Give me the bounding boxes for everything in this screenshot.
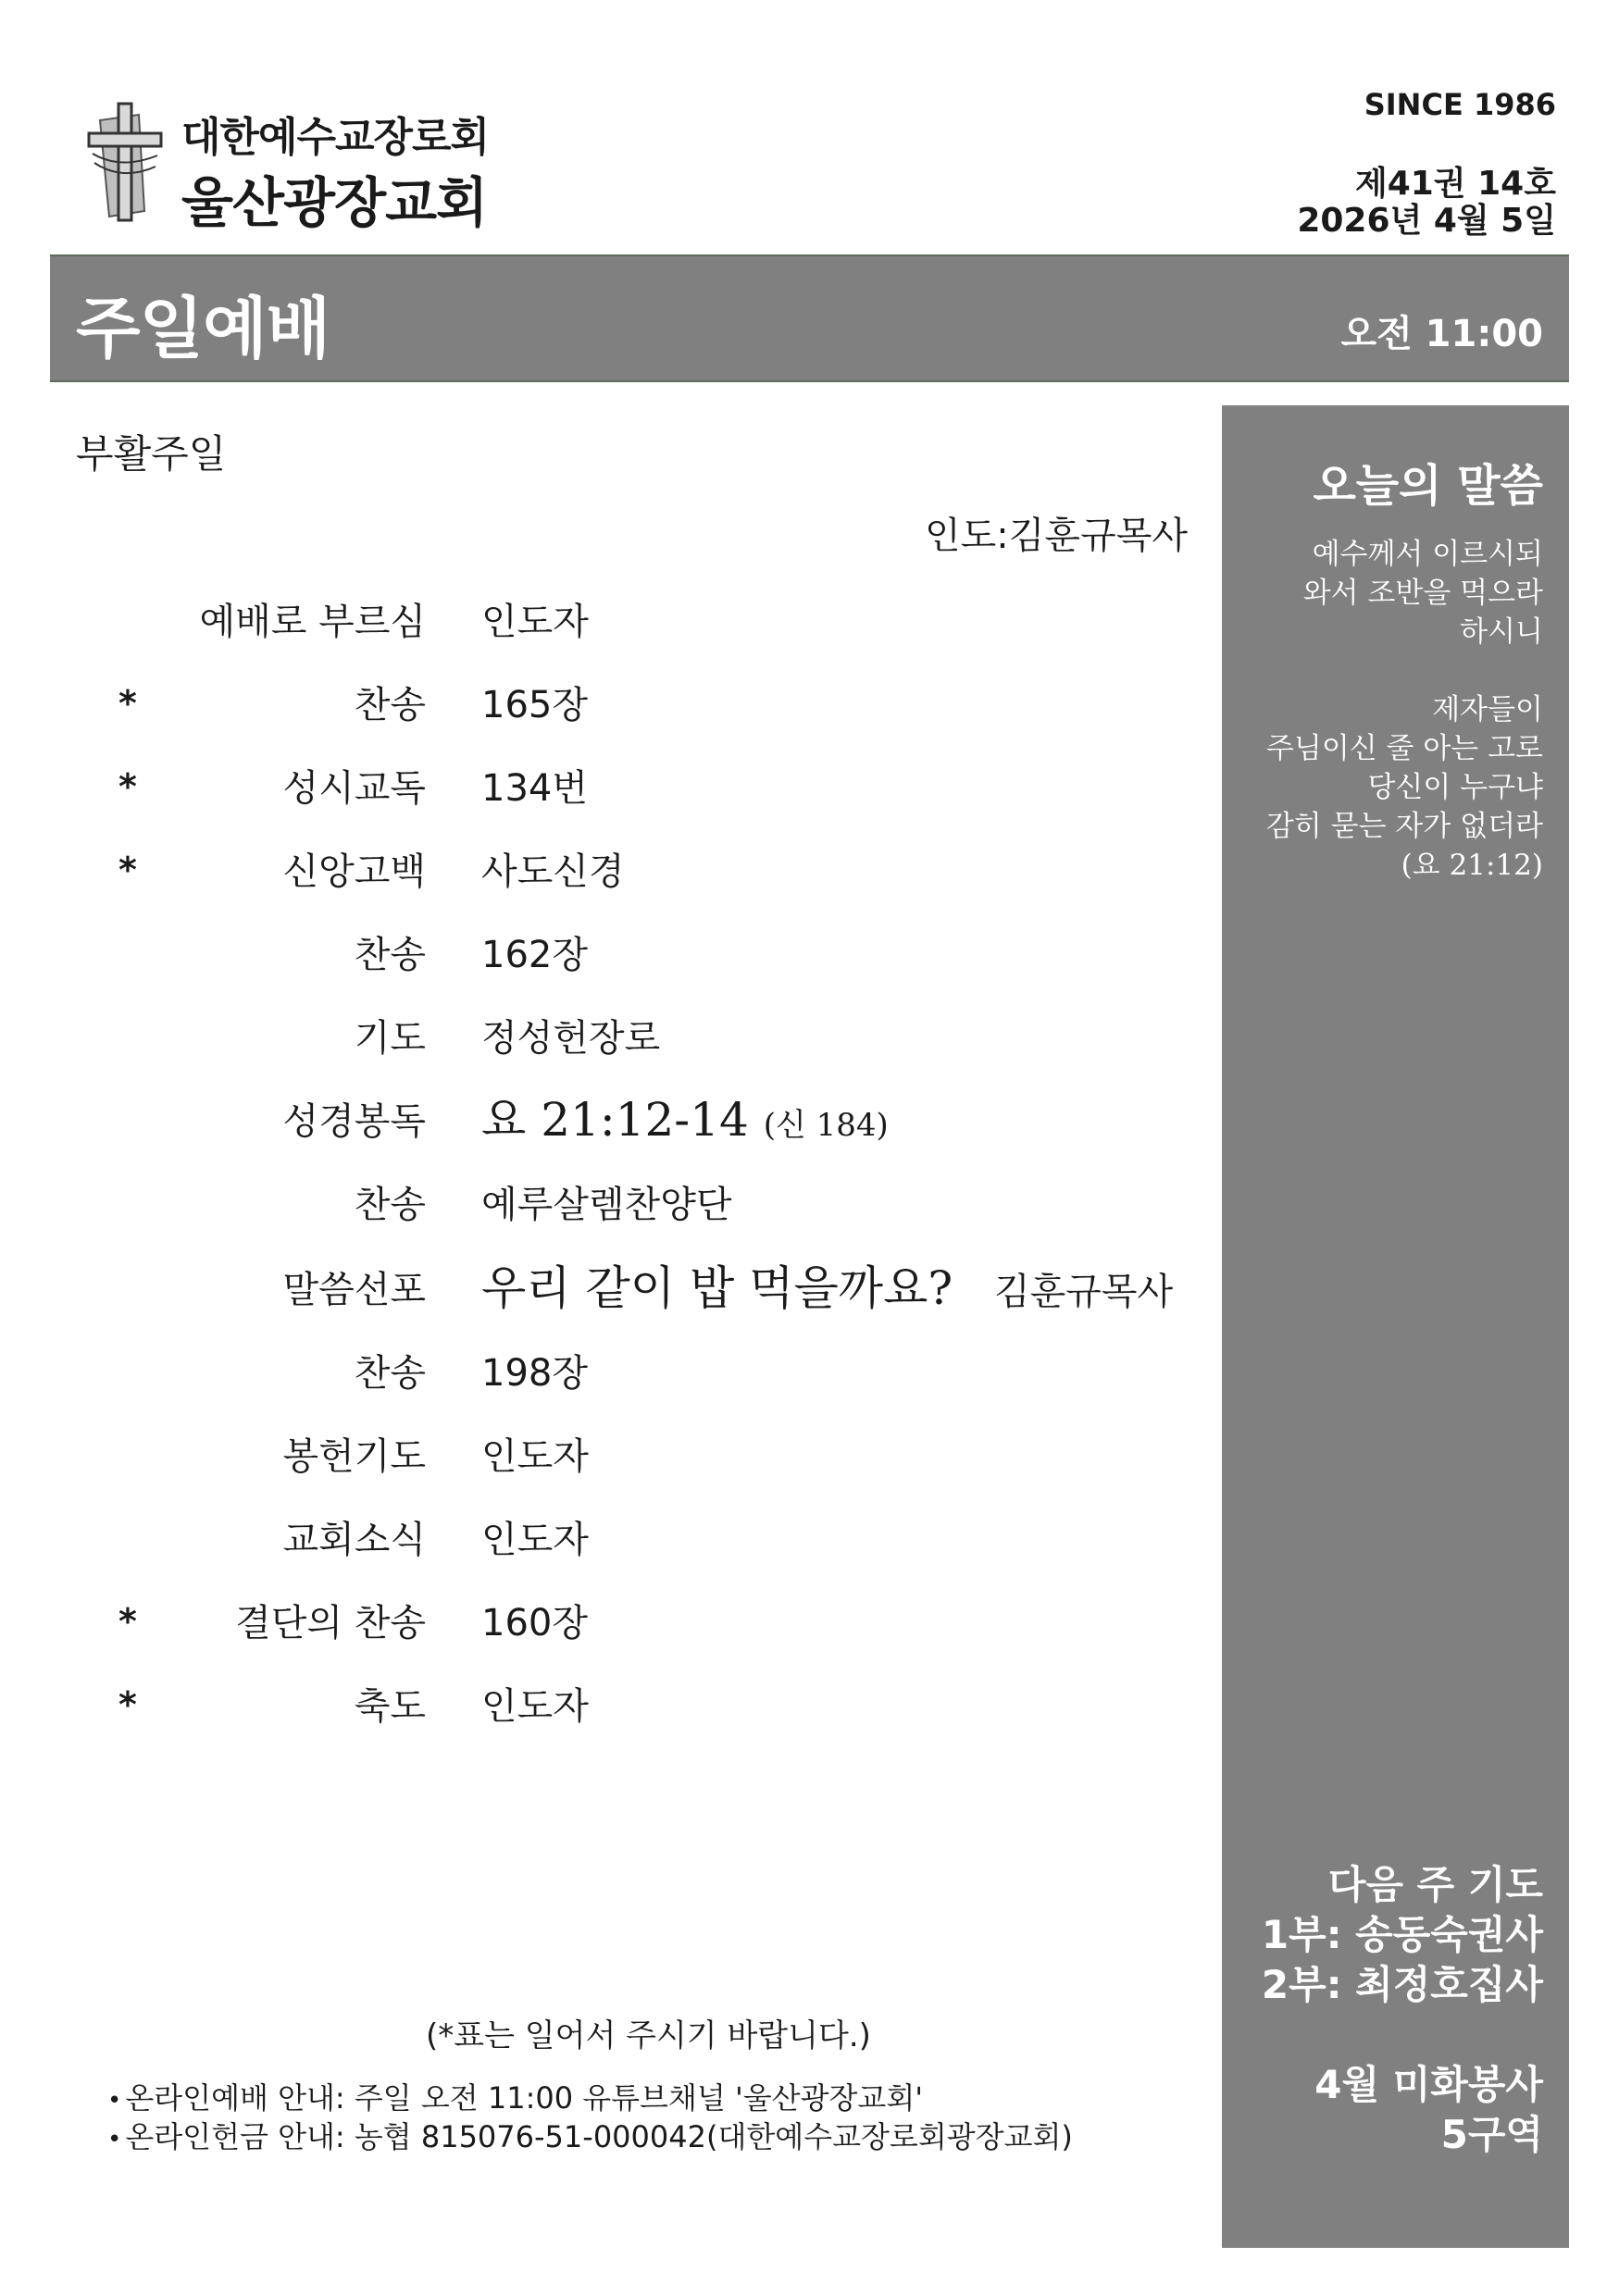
online-worship-text: 온라인예배 안내: 주일 오전 11:00 유튜브채널 '울산광장교회' — [125, 2080, 924, 2116]
since-label: SINCE 1986 — [1364, 87, 1556, 122]
order-item-label: 찬송 — [354, 934, 426, 976]
order-row — [0, 842, 1203, 898]
online-offering-notice: • 온라인헌금 안내: 농협 815076-51-000042(대한예수교장로회광장교회) — [107, 2119, 1073, 2154]
service-time: 오전 11:00 — [1340, 313, 1543, 355]
sermon-title: 우리 같이 밥 먹을까요? — [481, 1261, 953, 1315]
verse-reference: (요 21:12) — [1401, 849, 1543, 882]
order-item-label: 신앙고백 — [282, 850, 426, 893]
order-item-detail: 사도신경 — [481, 850, 625, 893]
worship-leader: 인도:김훈규목사 — [925, 515, 1188, 557]
issue-date: 2026년 4월 5일 — [1297, 202, 1556, 240]
next-week-prayer — [1262, 1860, 1543, 2010]
order-row — [0, 1260, 1203, 1316]
order-item-detail: 198장 — [481, 1352, 588, 1395]
order-item-label: 찬송 — [354, 684, 426, 726]
denomination-name: 대한예수교장로회 — [181, 114, 490, 161]
preacher-name: 김훈규목사 — [994, 1271, 1174, 1313]
order-item-label: 봉헌기도 — [282, 1435, 426, 1478]
order-row — [0, 1427, 1203, 1483]
standing-mark: * — [118, 683, 137, 724]
flower-service-title: 4월 미화봉사 — [1314, 2062, 1543, 2107]
next-prayer-second: 2부: 최정호집사 — [1261, 1962, 1543, 2007]
todays-word-title: 오늘의 말씀 — [1313, 460, 1543, 512]
order-item-detail: 162장 — [481, 934, 588, 976]
verse-line: 주님이신 줄 아는 고로 — [1265, 732, 1543, 765]
verse-line — [1210, 652, 1543, 690]
occasion-title: 부활주일 — [76, 431, 227, 477]
scripture-passage: 요 21:12-14 — [481, 1093, 749, 1147]
standing-mark: * — [118, 1601, 137, 1642]
order-row — [0, 676, 1203, 731]
online-worship-notice: • 온라인예배 안내: 주일 오전 11:00 유튜브채널 '울산광장교회' — [107, 2080, 924, 2116]
scripture-reference — [481, 1083, 889, 1149]
standing-mark: * — [118, 766, 137, 807]
verse-line: 감히 묻는 자가 없더라 — [1265, 810, 1543, 843]
order-row — [0, 592, 1203, 648]
order-item-detail: 인도자 — [481, 1685, 589, 1728]
order-item-label: 교회소식 — [282, 1519, 426, 1561]
order-item-label: 축도 — [354, 1685, 426, 1728]
verse-line: 당신이 누구냐 — [1367, 771, 1543, 804]
order-row — [0, 925, 1203, 981]
flower-service-group: 5구역 — [1440, 2112, 1543, 2157]
order-row — [0, 1677, 1203, 1732]
standing-mark: * — [118, 850, 137, 890]
order-row — [0, 759, 1203, 814]
verse-line: 와서 조반을 먹으라 — [1302, 577, 1543, 610]
order-row — [0, 1175, 1203, 1231]
order-item-detail: 예루살렘찬양단 — [481, 1184, 732, 1226]
order-row — [0, 1594, 1203, 1649]
service-title-bar — [50, 254, 1569, 382]
next-prayer-title: 다음 주 기도 — [1327, 1862, 1543, 1907]
order-item-label: 말씀선포 — [282, 1269, 426, 1311]
order-item-detail: 160장 — [481, 1602, 588, 1644]
order-item-label: 찬송 — [354, 1352, 426, 1395]
scripture-page: (신 184) — [763, 1107, 889, 1144]
order-item-detail: 인도자 — [481, 1519, 589, 1561]
order-item-detail: 165장 — [481, 684, 588, 726]
cross-logo-icon — [83, 102, 167, 222]
order-item-label: 기도 — [354, 1017, 426, 1060]
order-row — [0, 1344, 1203, 1399]
church-name: 울산광장교회 — [181, 171, 488, 234]
order-item-detail: 인도자 — [481, 601, 589, 643]
order-row — [0, 1510, 1203, 1566]
order-row — [0, 1092, 1203, 1148]
order-item-label: 성시교독 — [282, 767, 426, 810]
sidebar-panel — [1222, 405, 1569, 2248]
service-title: 주일예배 — [76, 290, 330, 367]
order-item-detail: 인도자 — [481, 1435, 589, 1478]
verse-line: 예수께서 이르시되 — [1312, 538, 1543, 571]
order-item-detail: 134번 — [481, 767, 588, 810]
order-item-label: 예배로 부르심 — [199, 601, 426, 643]
standing-note: (*표는 일어서 주시기 바랍니다.) — [426, 2017, 871, 2054]
order-item-detail: 정성헌장로 — [481, 1017, 661, 1060]
order-item-label: 결단의 찬송 — [235, 1602, 426, 1644]
verse-line: 제자들이 — [1432, 693, 1543, 726]
scripture-verse — [1210, 535, 1543, 885]
online-offering-text: 온라인헌금 안내: 농협 815076-51-000042(대한예수교장로회광장교회) — [125, 2119, 1073, 2154]
flower-service — [1314, 2060, 1543, 2160]
next-prayer-first: 1부: 송동숙권사 — [1261, 1912, 1543, 1957]
order-item-label: 성경봉독 — [282, 1100, 426, 1143]
order-item-label: 찬송 — [354, 1184, 426, 1226]
standing-mark: * — [118, 1684, 137, 1725]
verse-line: 하시니 — [1460, 615, 1543, 649]
order-row — [0, 1009, 1203, 1064]
volume-issue: 제41권 14호 — [1354, 165, 1556, 203]
